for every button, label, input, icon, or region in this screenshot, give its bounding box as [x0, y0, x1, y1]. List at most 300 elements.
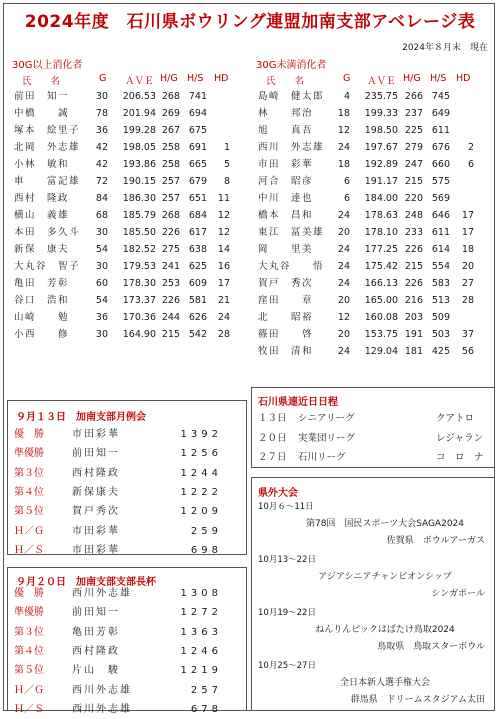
cell-hd: 11: [217, 193, 230, 204]
table-row: [256, 173, 496, 190]
award-label: 第４位: [14, 486, 44, 498]
award-label: Ｈ／Ｓ: [14, 703, 44, 715]
cell-g: 72: [95, 176, 108, 187]
cell-hs: 665: [188, 159, 207, 170]
cell-g: 24: [337, 278, 350, 289]
table-row: [256, 275, 496, 292]
cell-ave: 185.79: [122, 210, 156, 221]
cell-hs: 575: [431, 176, 450, 187]
cell-hg: 233: [404, 227, 423, 238]
cell-name: 中川 達也: [258, 193, 314, 204]
col-g-header: G: [343, 73, 351, 84]
cell-hg: 226: [161, 295, 180, 306]
table-row: [256, 139, 496, 156]
cell-ave: 175.42: [364, 261, 398, 272]
cell-g: 78: [95, 108, 108, 119]
cell-name: 小西 修: [14, 329, 70, 340]
award-label: Ｈ／Ｇ: [14, 525, 44, 537]
table-row: [12, 122, 252, 139]
cell-hg: 215: [404, 261, 423, 272]
table-row: [12, 156, 252, 173]
col-hs-header: H/S: [430, 73, 447, 84]
col-hg-header: H/G: [160, 73, 178, 84]
cell-ave: 164.90: [122, 329, 156, 340]
schedule-row: [258, 430, 490, 446]
award-label: 第４位: [14, 645, 44, 657]
table-row: [256, 207, 496, 224]
cell-hg: 244: [161, 312, 180, 323]
event-name: 第78回 国民スポーツ大会SAGA2024: [305, 519, 464, 529]
cell-g: 30: [95, 91, 108, 102]
table-row: [12, 224, 252, 241]
table-row: [12, 207, 252, 224]
cell-g: 30: [95, 329, 108, 340]
cell-hs: 542: [188, 329, 207, 340]
cell-hd: 1: [223, 142, 230, 153]
event-date: 10月６～11日: [258, 502, 314, 512]
cell-hg: 267: [161, 125, 180, 136]
cell-hg: 257: [161, 193, 180, 204]
cell-g: 24: [337, 261, 350, 272]
col-hs-header: H/S: [187, 73, 204, 84]
cell-hs: 649: [431, 108, 450, 119]
award-row: [14, 444, 242, 463]
cell-name: 橋本 昌和: [258, 210, 314, 221]
col-name-header: 氏 名: [266, 76, 305, 87]
table-row: [12, 275, 252, 292]
award-name: 賀戸秀次: [72, 506, 120, 518]
award-score: 1219: [180, 665, 222, 677]
cell-hg: 253: [161, 278, 180, 289]
cell-name: 市田 彩華: [258, 159, 314, 170]
award-score: 1272: [180, 607, 222, 619]
cell-hs: 691: [188, 142, 207, 153]
cell-ave: 206.53: [122, 91, 156, 102]
monthly-title: ９月１３日 加南支部月例会: [16, 412, 146, 423]
award-score: 698: [190, 544, 222, 556]
as-of-date: 2024年８月末 現在: [402, 43, 488, 53]
cell-ave: 199.28: [122, 125, 156, 136]
cell-hg: 220: [404, 193, 423, 204]
cell-hg: 268: [161, 91, 180, 102]
cell-ave: 177.25: [364, 244, 398, 255]
table-row: [256, 224, 496, 241]
cell-name: 窪田 章: [258, 295, 314, 306]
table-row: [12, 88, 252, 105]
cell-name: 林 邦治: [258, 108, 314, 119]
cell-hd: 12: [217, 210, 230, 221]
cell-name: 車 富記雄: [14, 176, 81, 187]
schedule-event: 石川リーグ: [298, 452, 346, 463]
award-label: 優 勝: [14, 588, 44, 599]
event-place: 群馬県 ドリームスタジアム太田: [350, 695, 485, 705]
cell-ave: 184.00: [364, 193, 398, 204]
cell-hs: 554: [431, 261, 450, 272]
cell-hg: 248: [404, 210, 423, 221]
cell-hs: 694: [188, 108, 207, 119]
table-row: [12, 326, 252, 343]
cell-ave: 190.15: [122, 176, 156, 187]
cell-g: 54: [95, 295, 108, 306]
cell-g: 6: [343, 176, 350, 187]
event-place: シンガポール: [431, 589, 485, 599]
cell-hd: 21: [217, 295, 230, 306]
cell-ave: 198.05: [122, 142, 156, 153]
award-label: 準優勝: [14, 607, 44, 619]
cell-ave: 193.86: [122, 159, 156, 170]
award-score: 257: [190, 684, 222, 696]
cell-name: 北岡 外志雄: [14, 142, 81, 153]
award-score: 678: [190, 703, 222, 715]
cell-ave: 160.08: [364, 312, 398, 323]
table-row: [12, 173, 252, 190]
award-label: Ｈ／Ｓ: [14, 544, 44, 556]
cell-g: 54: [95, 244, 108, 255]
award-row: [14, 623, 242, 642]
award-row: [14, 425, 242, 444]
award-label: 第５位: [14, 506, 44, 518]
cell-name: 東江 冨美雄: [258, 227, 325, 238]
cell-hd: 2: [467, 142, 474, 153]
cell-ave: 153.75: [364, 329, 398, 340]
cell-hs: 626: [188, 312, 207, 323]
right-table-label: 30G未満消化者: [256, 60, 327, 71]
cell-hs: 503: [431, 329, 450, 340]
cell-g: 24: [337, 142, 350, 153]
cell-hg: 268: [161, 210, 180, 221]
award-row: [14, 642, 242, 661]
left-table-label: 30G以上消化者: [12, 60, 83, 71]
cell-name: 塚本 絵里子: [14, 125, 81, 136]
cell-hg: 279: [404, 142, 423, 153]
cell-g: 24: [337, 346, 350, 357]
award-row: [14, 681, 242, 700]
award-row: [14, 522, 242, 541]
table-row: [256, 190, 496, 207]
cell-hd: 17: [461, 227, 474, 238]
cell-hd: 5: [223, 159, 230, 170]
table-row: [12, 190, 252, 207]
cell-g: 24: [337, 244, 350, 255]
cell-hd: 17: [461, 210, 474, 221]
cell-hg: 247: [404, 159, 423, 170]
cell-g: 68: [95, 210, 108, 221]
cell-name: 本田 多久斗: [14, 227, 81, 238]
cell-hs: 581: [188, 295, 207, 306]
award-score: 1256: [180, 448, 222, 460]
cell-hs: 646: [431, 210, 450, 221]
page-title: 2024年度 石川県ボウリング連盟加南支部アベレージ表: [24, 12, 476, 32]
award-row: [14, 541, 242, 560]
cell-hg: 257: [161, 176, 180, 187]
cell-hs: 583: [431, 278, 450, 289]
cell-g: 12: [337, 125, 350, 136]
cell-hg: 215: [404, 176, 423, 187]
cell-hd: 14: [217, 244, 230, 255]
cell-hd: 37: [461, 329, 474, 340]
cell-ave: 185.50: [122, 227, 156, 238]
award-row: [14, 483, 242, 502]
cell-name: 前田 知一: [14, 91, 70, 102]
cell-hs: 611: [431, 227, 450, 238]
event-name: ねんりんピックはばたけ鳥取2024: [315, 625, 455, 635]
cell-hd: 24: [217, 312, 230, 323]
cell-ave: 178.63: [364, 210, 398, 221]
cell-g: 84: [95, 193, 108, 204]
award-row: [14, 603, 242, 622]
cell-hd: 28: [217, 329, 230, 340]
award-row: [14, 464, 242, 483]
cell-hs: 569: [431, 193, 450, 204]
award-name: 新保康夫: [72, 486, 120, 498]
cell-hs: 509: [431, 312, 450, 323]
left-table-header: [12, 73, 252, 87]
event-place: 鳥取県 鳥取スターボウル: [377, 642, 485, 652]
award-score: 259: [190, 525, 222, 537]
cell-ave: 186.30: [122, 193, 156, 204]
cell-ave: 179.53: [122, 261, 156, 272]
award-row: [14, 700, 242, 719]
cell-g: 18: [337, 108, 350, 119]
cell-hs: 679: [188, 176, 207, 187]
cell-hg: 226: [404, 244, 423, 255]
award-score: 1246: [180, 645, 222, 657]
cell-hs: 684: [188, 210, 207, 221]
cell-g: 6: [343, 193, 350, 204]
cell-hd: 28: [461, 295, 474, 306]
cell-ave: 170.36: [122, 312, 156, 323]
cell-name: 牧田 清和: [258, 346, 314, 357]
event-name: 全日本新人選手権大会: [339, 678, 430, 688]
table-row: [256, 258, 496, 275]
cell-g: 30: [95, 261, 108, 272]
cell-hg: 181: [404, 346, 423, 357]
cell-ave: 197.67: [364, 142, 398, 153]
cell-name: 横山 義雄: [14, 210, 70, 221]
cell-hs: 745: [431, 91, 450, 102]
schedule-row: [258, 410, 490, 426]
award-score: 1363: [180, 626, 222, 638]
award-name: 市田彩華: [72, 544, 120, 556]
cell-g: 60: [95, 278, 108, 289]
award-row: [14, 661, 242, 680]
cell-g: 20: [337, 329, 350, 340]
cell-ave: 166.13: [364, 278, 398, 289]
cell-name: 賀戸 秀次: [258, 278, 314, 289]
col-hg-header: H/G: [403, 73, 421, 84]
table-row: [256, 326, 496, 343]
col-name-header: 氏 名: [22, 76, 61, 87]
cell-hs: 660: [431, 159, 450, 170]
schedule-date: １３日: [258, 413, 287, 424]
event-date: 10月25～27日: [258, 661, 316, 671]
award-name: 市田彩華: [72, 429, 120, 440]
award-name: 西川外志雄: [72, 588, 132, 599]
cell-hg: 241: [161, 261, 180, 272]
cell-hg: 215: [161, 329, 180, 340]
cell-g: 36: [95, 312, 108, 323]
cell-hg: 266: [404, 91, 423, 102]
award-score: 1308: [180, 588, 222, 599]
cell-name: 河合 昭彦: [258, 176, 314, 187]
table-row: [12, 241, 252, 258]
event-place: 佐賀県 ボウルアーガス: [386, 536, 485, 546]
award-name: 前田知一: [72, 607, 120, 619]
col-ave-header: ＡＶＥ: [125, 76, 154, 87]
cell-hg: 216: [404, 295, 423, 306]
cell-hd: 56: [461, 346, 474, 357]
col-hd-header: HD: [456, 73, 471, 84]
schedule-title: 石川県連近日日程: [258, 397, 338, 408]
award-name: 西川外志雄: [72, 684, 132, 696]
award-name: 片山 駿: [72, 665, 120, 677]
cell-g: 20: [337, 295, 350, 306]
table-row: [12, 105, 252, 122]
cell-hs: 741: [188, 91, 207, 102]
cell-hd: 17: [217, 278, 230, 289]
cell-hs: 675: [188, 125, 207, 136]
cell-hd: 18: [461, 244, 474, 255]
cell-ave: 199.33: [364, 108, 398, 119]
award-name: 西村隆政: [72, 467, 120, 479]
award-name: 西川外志雄: [72, 703, 132, 715]
event-date: 10月19～22日: [258, 608, 316, 618]
cell-g: 12: [337, 312, 350, 323]
schedule-event: 実業団リーグ: [298, 432, 356, 444]
cell-hs: 513: [431, 295, 450, 306]
award-label: 準優勝: [14, 448, 44, 460]
cell-hs: 611: [431, 125, 450, 136]
cell-g: 30: [95, 227, 108, 238]
cell-ave: 178.30: [122, 278, 156, 289]
cell-hd: 6: [467, 159, 474, 170]
table-row: [12, 292, 252, 309]
table-row: [256, 241, 496, 258]
cell-g: 18: [337, 159, 350, 170]
schedule-row: [258, 449, 490, 465]
award-name: 前田知一: [72, 448, 120, 460]
cell-hs: 609: [188, 278, 207, 289]
cell-ave: 235.75: [364, 91, 398, 102]
cell-ave: 182.52: [122, 244, 156, 255]
cell-name: 中橋 誠: [14, 108, 70, 119]
cell-name: 大丸谷 智子: [14, 261, 81, 272]
cell-name: 谷口 浩和: [14, 295, 70, 306]
cell-g: 20: [337, 227, 350, 238]
cell-name: 西川 外志雄: [258, 142, 325, 153]
award-score: 1222: [180, 486, 222, 498]
cell-hd: 8: [223, 176, 230, 187]
cell-name: 小林 敏和: [14, 159, 70, 170]
cell-g: 42: [95, 159, 108, 170]
cell-hs: 676: [431, 142, 450, 153]
event-date: 10月13～22日: [258, 555, 316, 565]
award-label: Ｈ／Ｇ: [14, 684, 44, 696]
table-row: [256, 292, 496, 309]
cell-name: 西村 隆政: [14, 193, 70, 204]
cell-hd: 16: [217, 261, 230, 272]
cell-hg: 275: [161, 244, 180, 255]
schedule-venue: コ ロ ナ: [436, 452, 484, 463]
cell-hg: 258: [161, 142, 180, 153]
cell-name: 亀田 芳彰: [14, 278, 70, 289]
table-row: [12, 258, 252, 275]
cell-ave: 191.17: [364, 176, 398, 187]
cell-hg: 258: [161, 159, 180, 170]
award-name: 市田彩華: [72, 525, 120, 537]
cell-ave: 198.50: [364, 125, 398, 136]
award-score: 1209: [180, 506, 222, 518]
award-label: 第３位: [14, 626, 44, 638]
cell-hs: 638: [188, 244, 207, 255]
cell-g: 42: [95, 142, 108, 153]
cell-hd: 12: [217, 227, 230, 238]
schedule-event: シニアリーグ: [298, 413, 355, 424]
table-row: [256, 105, 496, 122]
table-row: [256, 343, 496, 360]
cell-g: 24: [337, 210, 350, 221]
cell-hg: 225: [404, 125, 423, 136]
schedule-venue: レジャラン: [436, 432, 484, 444]
cell-name: 旭 真吾: [258, 125, 314, 136]
col-hd-header: HD: [214, 73, 229, 84]
table-row: [256, 156, 496, 173]
event-name: アジアシニアチャンピオンシップ: [318, 572, 452, 582]
table-row: [256, 88, 496, 105]
cell-name: 山崎 勉: [14, 312, 70, 323]
cell-hg: 226: [161, 227, 180, 238]
cell-hg: 203: [404, 312, 423, 323]
award-row: [14, 584, 242, 603]
cell-hg: 269: [161, 108, 180, 119]
cell-g: 4: [343, 91, 350, 102]
schedule-date: ２０日: [258, 432, 287, 444]
cell-hs: 625: [188, 261, 207, 272]
award-name: 亀田芳彰: [72, 626, 120, 638]
cell-ave: 129.04: [364, 346, 398, 357]
outside-title: 県外大会: [258, 488, 298, 499]
schedule-venue: クアトロ: [436, 413, 475, 424]
award-label: 第３位: [14, 467, 44, 479]
table-row: [256, 122, 496, 139]
award-row: [14, 502, 242, 521]
cell-ave: 165.00: [364, 295, 398, 306]
cell-g: 36: [95, 125, 108, 136]
cell-hs: 425: [431, 346, 450, 357]
cell-hg: 191: [404, 329, 423, 340]
cell-ave: 201.94: [122, 108, 156, 119]
cell-hs: 614: [431, 244, 450, 255]
award-label: 優 勝: [14, 429, 44, 440]
cell-name: 大丸谷 悟: [258, 261, 325, 272]
cell-name: 北 昭裕: [258, 312, 314, 323]
cell-hd: 20: [461, 261, 474, 272]
cell-name: 岡 里美: [258, 244, 314, 255]
cell-ave: 192.89: [364, 159, 398, 170]
cell-hd: 27: [461, 278, 474, 289]
cell-hs: 651: [188, 193, 207, 204]
cup-title: ９月２０日 加南支部支部長杯: [16, 577, 156, 588]
table-row: [12, 139, 252, 156]
schedule-date: ２７日: [258, 452, 287, 463]
col-ave-header: ＡＶＥ: [367, 76, 396, 87]
cell-ave: 178.10: [364, 227, 398, 238]
cell-hg: 237: [404, 108, 423, 119]
table-row: [12, 309, 252, 326]
award-score: 1392: [180, 429, 222, 440]
award-label: 第５位: [14, 665, 44, 677]
award-name: 西村隆政: [72, 645, 120, 657]
